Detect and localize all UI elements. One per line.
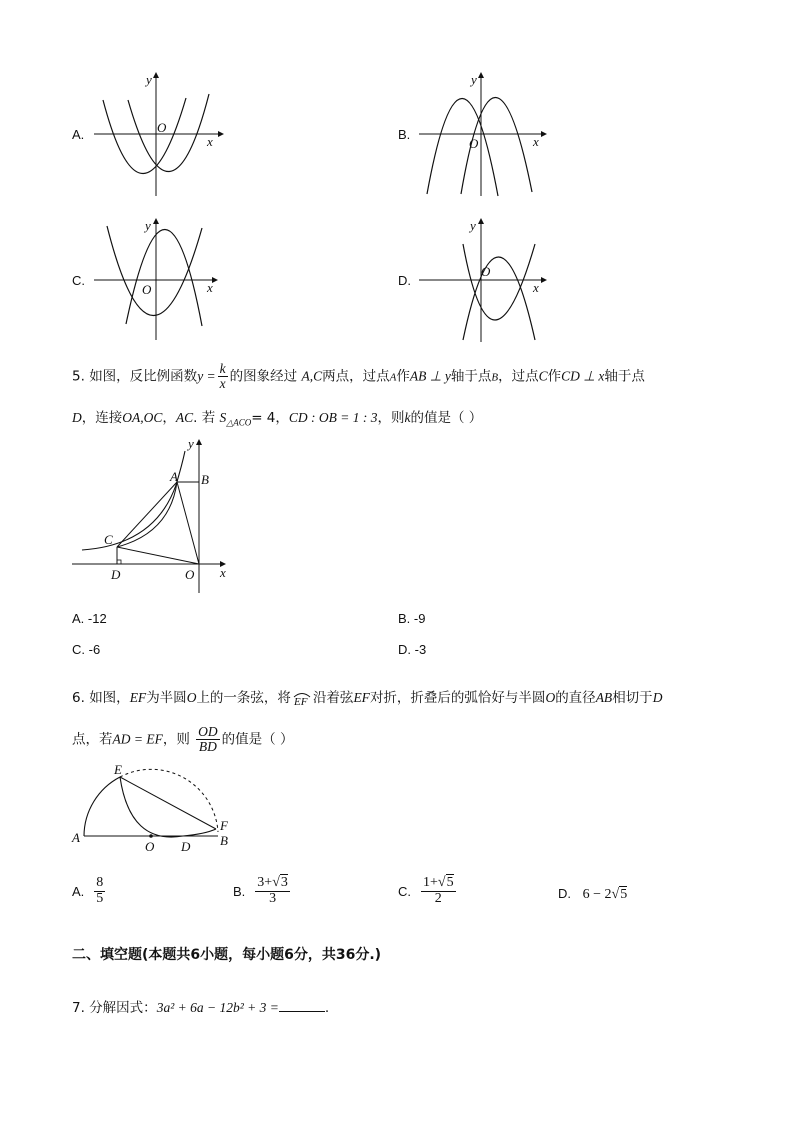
q6-option-c[interactable]: C. $\frac{1+√5}{2}$ [398,875,454,906]
svg-text:D: D [181,839,191,854]
q7-stem: 7. 分解因式：3a² + 6a − 12b² + 3 = . [72,1000,330,1016]
q6-option-d[interactable]: D. 6 − 2√5 [558,886,628,902]
svg-text:O: O [481,264,491,279]
x-axis-label: x [207,134,213,149]
svg-text:A: A [170,469,178,484]
option-d-label: D. [398,273,411,288]
svg-text:C: C [104,532,113,547]
y-axis-label: y [146,72,152,87]
q5-figure [70,433,240,598]
origin-label: O [157,120,167,135]
q5-option-c[interactable]: C. -6 [72,642,101,657]
svg-text:y: y [471,72,477,87]
option-b-label: B. [398,127,411,142]
svg-text:O: O [469,136,479,151]
q5-option-d[interactable]: D. -3 [398,642,427,657]
svg-text:x: x [533,134,539,149]
svg-text:x: x [207,280,213,295]
svg-text:E: E [114,762,122,777]
q6-stem-line1: 6. 如图，EF为半圆O上的一条弦，将 EF 沿着弦EF对折，折叠后的弧恰好与半圆O的直径AB相切于D [72,690,663,707]
q5-option-a[interactable]: A. -12 [72,611,107,626]
svg-text:O: O [145,839,155,854]
svg-text:x: x [220,565,226,580]
svg-text:A: A [72,830,80,845]
option-a-graph [90,68,225,203]
q5-stem-line1: 5. 如图，反比例函数y = $\frac{k}{x}$ 的图象经过 A,C两点，过点A作AB ⊥ y轴于点B，过点C作CD ⊥ x轴于点 [72,361,645,392]
q6-figure [70,760,240,855]
q5-stem-line2: D，连接OA,OC，AC. 若 $S_{\triangle ACO}= 4$，CD : OB = 1 : 3，则k的值是（ ） [72,410,483,428]
svg-text:D: D [111,567,121,582]
option-b-graph [415,68,550,203]
q6-option-b[interactable]: B. $\frac{3+√3}{3}$ [233,875,288,906]
option-a-label: A. [72,127,85,142]
option-c-graph [90,214,225,349]
svg-text:O: O [142,282,152,297]
svg-text:EF: EF [293,695,308,707]
arc-ef-symbol [291,690,313,707]
svg-text:F: F [220,818,228,833]
svg-text:x: x [533,280,539,295]
option-c-label: C. [72,273,85,288]
q5-option-b[interactable]: B. -9 [398,611,426,626]
svg-text:B: B [201,472,209,487]
svg-text:B: B [220,833,228,848]
section-2-title: 二、填空题(本题共6小题，每小题6分，共36分.) [72,947,382,963]
svg-text:y: y [145,218,151,233]
q6-stem-line2: 点，若AD = EF，则 $\frac{OD}{BD}$ 的值是（ ） [72,724,294,755]
svg-text:O: O [185,567,195,582]
answer-blank[interactable] [279,999,325,1012]
svg-text:y: y [188,436,194,451]
option-d-graph [415,214,550,349]
q6-option-a[interactable]: A. $\frac{8}{5}$ [72,875,104,906]
svg-text:y: y [470,218,476,233]
